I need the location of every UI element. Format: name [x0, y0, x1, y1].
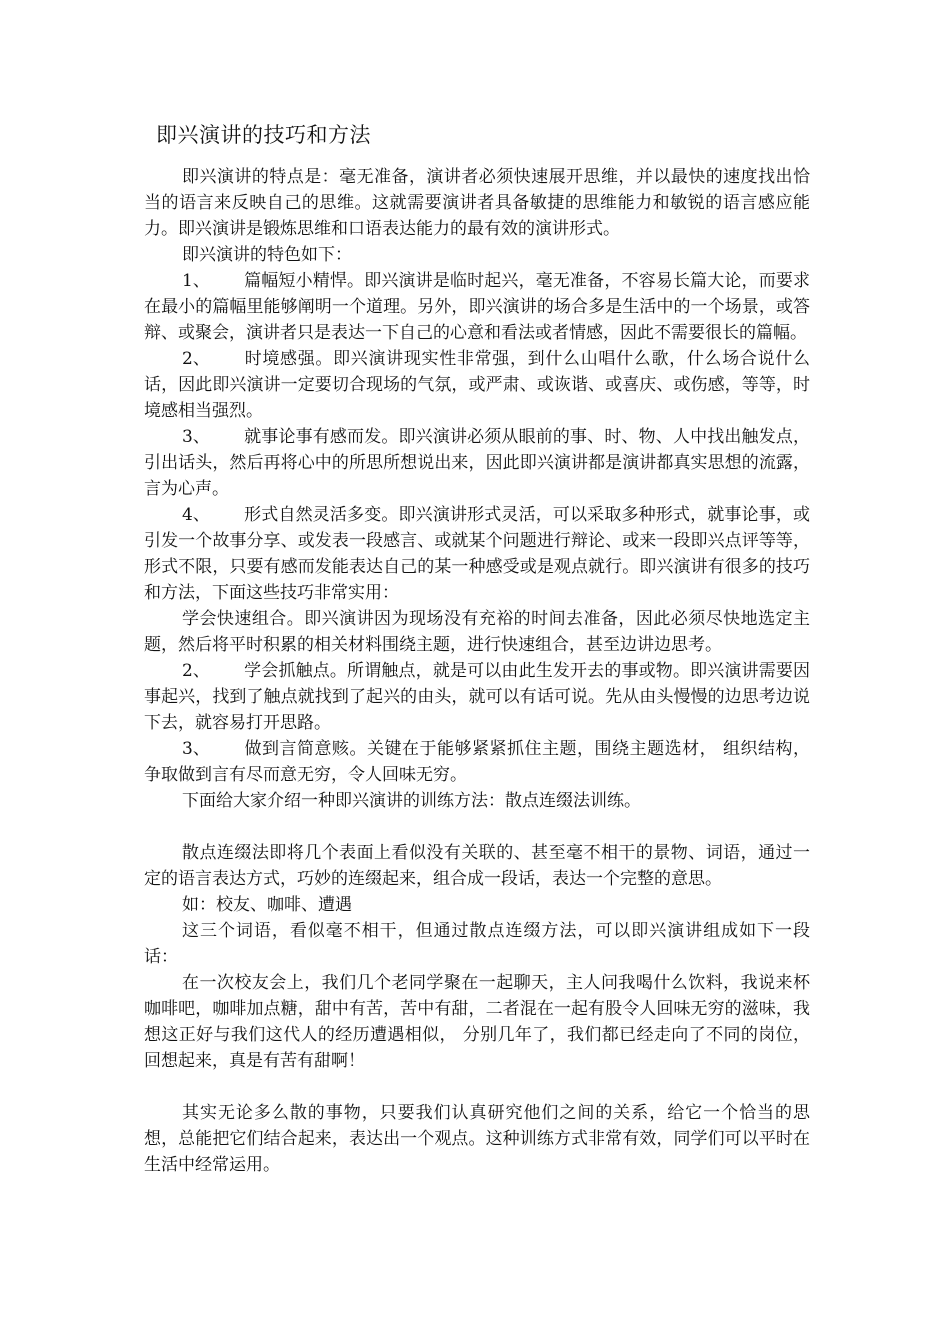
- paragraph-example-speech: 在一次校友会上，我们几个老同学聚在一起聊天，主人问我喝什么饮料，我说来杯咖啡吧，咖啡加点糖，甜中有苦，苦中有甜，二者混在一起有股令人回味无穷的滋味，我想这正好与我们这代人的经历遭遇相似， 分别几年了，我们都已经走向了不同的岗位，回想起来，真是有苦有甜啊！: [144, 973, 810, 1071]
- feature-number: 3、: [182, 427, 210, 447]
- feature-item-4: [144, 502, 810, 606]
- paragraph-training-intro: 下面给大家介绍一种即兴演讲的训练方法：散点连缀法训练。: [182, 791, 641, 811]
- paragraph-example-lead: 这三个词语，看似毫不相干，但通过散点连缀方法，可以即兴演讲组成如下一段话：: [144, 921, 810, 967]
- feature-text: 时境感强。即兴演讲现实性非常强，到什么山唱什么歌，什么场合说什么话，因此即兴演讲一定要切合现场的气氛，或严肃、或诙谐、或喜庆、或伤感，等等，时境感相当强烈。: [144, 349, 810, 421]
- blank-line: [144, 814, 810, 840]
- paragraph-example-words: 如：校友、咖啡、遭遇: [182, 895, 352, 915]
- feature-number: 4、: [182, 505, 210, 525]
- blank-line: [144, 1074, 810, 1100]
- tip-number: 2、: [182, 661, 210, 681]
- tip-item-2: [144, 658, 810, 736]
- feature-number: 1、: [182, 271, 210, 291]
- feature-item-3: [144, 424, 810, 502]
- feature-text: 篇幅短小精悍。即兴演讲是临时起兴，毫无准备，不容易长篇大论，而要求在最小的篇幅里能够阐明一个道理。另外，即兴演讲的场合多是生活中的一个场景，或答辩、或聚会，演讲者只是表达一下自己的心意和看法或者情感，因此不需要很长的篇幅。: [144, 271, 810, 343]
- feature-number: 2、: [182, 349, 210, 369]
- tip-text: 学会抓触点。所谓触点，就是可以由此生发开去的事或物。即兴演讲需要因事起兴，找到了触点就找到了起兴的由头，就可以有话可说。先从由头慢慢的边思考边说下去，就容易打开思路。: [144, 661, 810, 733]
- paragraph-quick-combination: 学会快速组合。即兴演讲因为现场没有充裕的时间去准备，因此必须尽快地选定主题，然后将平时积累的相关材料围绕主题，进行快速组合，甚至边讲边思考。: [144, 609, 810, 655]
- document-page: [144, 118, 810, 1178]
- feature-text: 就事论事有感而发。即兴演讲必须从眼前的事、时、物、人中找出触发点，引出话头，然后再将心中的所思所想说出来，因此即兴演讲都是演讲都真实思想的流露，言为心声。: [144, 427, 810, 499]
- feature-item-2: [144, 346, 810, 424]
- paragraph-conclusion: 其实无论多么散的事物，只要我们认真研究他们之间的关系，给它一个恰当的思想，总能把它们结合起来，表达出一个观点。这种训练方式非常有效，同学们可以平时在生活中经常运用。: [144, 1103, 810, 1175]
- paragraph-method-definition: 散点连缀法即将几个表面上看似没有关联的、甚至毫不相干的景物、词语，通过一定的语言表达方式，巧妙的连缀起来，组合成一段话，表达一个完整的意思。: [144, 843, 810, 889]
- tip-item-3: [144, 736, 810, 788]
- feature-item-1: [144, 268, 810, 346]
- feature-text: 形式自然灵活多变。即兴演讲形式灵活，可以采取多种形式，就事论事，或引发一个故事分享、或发表一段感言、或就某个问题进行辩论、或来一段即兴点评等等，形式不限，只要有感而发能表达自己的某一种感受或是观点就行。即兴演讲有很多的技巧和方法，下面这些技巧非常实用：: [144, 505, 810, 603]
- page-title: 即兴演讲的技巧和方法: [156, 123, 371, 147]
- tip-number: 3、: [182, 739, 210, 759]
- tip-text: 做到言简意赅。关键在于能够紧紧抓住主题，围绕主题选材， 组织结构，争取做到言有尽而意无穷，令人回味无穷。: [144, 739, 810, 785]
- paragraph-features-heading: 即兴演讲的特色如下：: [182, 245, 352, 265]
- paragraph-intro: 即兴演讲的特点是：毫无准备，演讲者必须快速展开思维，并以最快的速度找出恰当的语言来反映自己的思维。这就需要演讲者具备敏捷的思维能力和敏锐的语言感应能力。即兴演讲是锻炼思维和口语表达能力的最有效的演讲形式。: [144, 167, 810, 239]
